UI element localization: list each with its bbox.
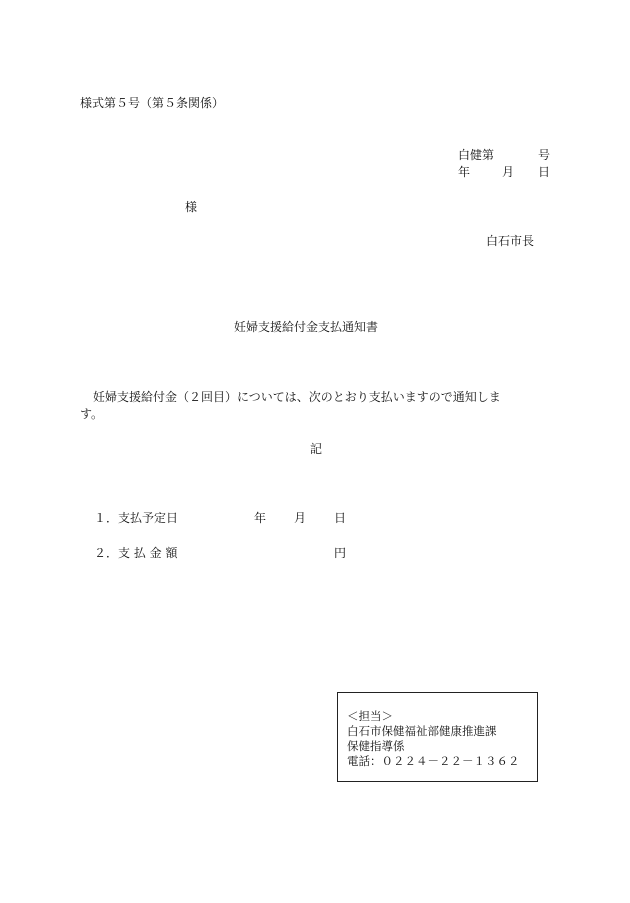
contact-box bbox=[337, 692, 538, 782]
document-number-suffix: 号 bbox=[537, 148, 550, 162]
issue-date-year: 年 bbox=[458, 165, 471, 179]
item-payment-amount-label: ２．支 払 金 額 bbox=[94, 546, 178, 560]
item-payment-date-month: 月 bbox=[294, 511, 307, 525]
document-title: 妊婦支援給付金支払通知書 bbox=[234, 320, 379, 334]
issue-date-month: 月 bbox=[502, 165, 515, 179]
addressee-suffix: 様 bbox=[185, 200, 198, 214]
document-number-prefix: 白健第 bbox=[458, 148, 495, 162]
item-payment-amount bbox=[94, 545, 354, 561]
item-payment-date-year: 年 bbox=[254, 511, 267, 525]
ki-label: 記 bbox=[310, 442, 323, 456]
contact-department: 白石市保健福祉部健康推進課 bbox=[347, 724, 497, 738]
contact-section: 保健指導係 bbox=[347, 739, 405, 753]
item-payment-date-day: 日 bbox=[334, 511, 347, 525]
document-number bbox=[458, 147, 550, 163]
body-text-line-1: 妊婦支援給付金（２回目）については、次のとおり支払いますので通知しま bbox=[93, 390, 501, 404]
form-number: 様式第５号（第５条関係） bbox=[80, 96, 225, 110]
contact-phone: 電話：０２２４－２２－１３６２ bbox=[347, 754, 520, 768]
item-payment-date bbox=[94, 510, 354, 526]
issuer-name: 白石市長 bbox=[486, 234, 535, 248]
item-payment-amount-yen: 円 bbox=[334, 546, 347, 560]
contact-heading: ＜担当＞ bbox=[347, 709, 393, 723]
item-payment-date-label: １．支払予定日 bbox=[94, 511, 179, 525]
body-text-line-2: す。 bbox=[80, 407, 104, 421]
issue-date-day: 日 bbox=[537, 165, 550, 179]
